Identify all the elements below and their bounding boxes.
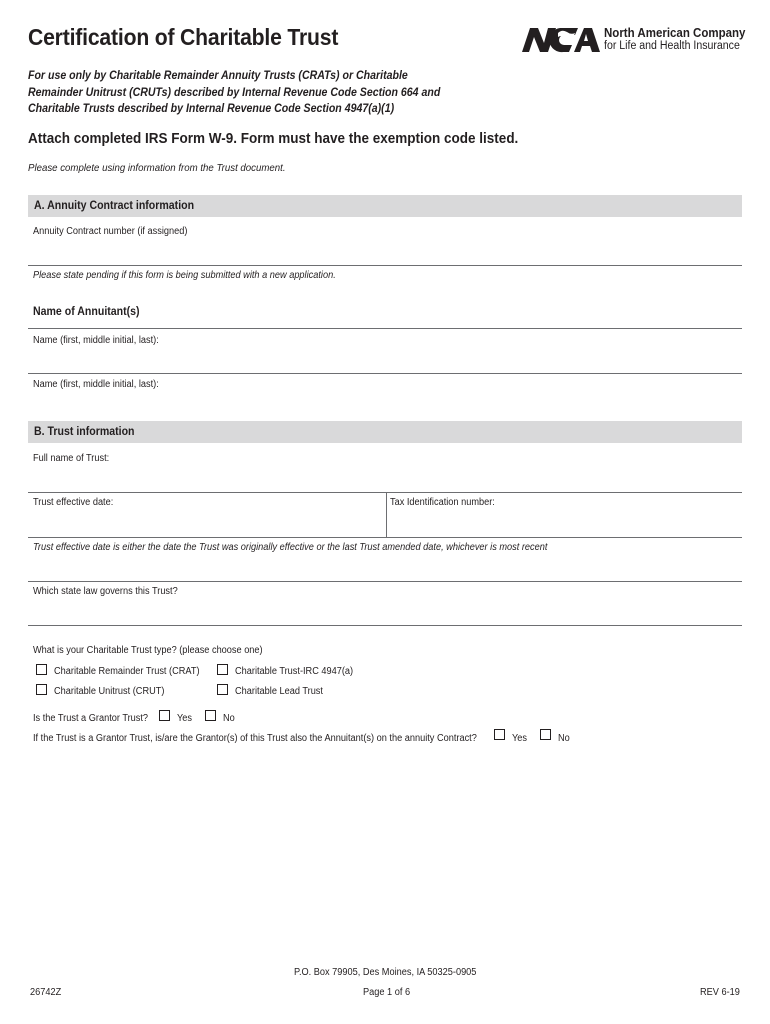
grantor-yes-label: Yes: [177, 713, 193, 724]
section-b-header: [28, 421, 742, 443]
annuitant-name-field-1[interactable]: [28, 373, 742, 374]
nac-logo-icon: [522, 27, 602, 53]
form-title: Certification of Charitable Trust: [28, 24, 339, 50]
please-complete-note: Please complete using information from the Trust document.: [28, 162, 286, 174]
state-law-field[interactable]: [28, 625, 742, 626]
section-a-header: [28, 195, 742, 217]
revision-label: REV 6-19: [700, 987, 740, 998]
crut-label: Charitable Unitrust (CRUT): [54, 686, 165, 697]
state-law-label: Which state law governs this Trust?: [33, 586, 178, 597]
lead-trust-checkbox[interactable]: [217, 684, 228, 695]
grantor-annuitant-yes-label: Yes: [512, 733, 528, 744]
crat-checkbox[interactable]: [36, 664, 47, 675]
company-logo: [522, 27, 754, 57]
annuitants-heading: Name of Annuitant(s): [33, 306, 140, 318]
field-divider: [386, 493, 387, 537]
grantor-annuitant-question: If the Trust is a Grantor Trust, is/are the Grantor(s) of this Trust also the Annuitant(s) on the annuity Contract?: [33, 733, 477, 744]
divider: [28, 328, 742, 329]
crut-checkbox[interactable]: [36, 684, 47, 695]
intro-text: For use only by Charitable Remainder Annuity Trusts (CRATs) or Charitable Remainder Unitrust (CRUTs) described by Internal Revenue Code Section 664 and Charitable Trusts described by Internal Revenue Code Section 4947(a)(1): [28, 70, 441, 115]
trust-type-question: What is your Charitable Trust type? (please choose one): [33, 645, 263, 656]
divider: [28, 581, 742, 582]
company-subtitle: for Life and Health Insurance: [604, 40, 740, 52]
grantor-no-label: No: [223, 713, 235, 724]
lead-trust-label: Charitable Lead Trust: [235, 686, 323, 697]
tax-id-label: Tax Identification number:: [390, 497, 495, 508]
page-number: Page 1 of 6: [363, 987, 411, 998]
grantor-yes-checkbox[interactable]: [159, 710, 170, 721]
contract-number-label: Annuity Contract number (if assigned): [33, 226, 188, 237]
grantor-annuitant-no-checkbox[interactable]: [540, 729, 551, 740]
crat-label: Charitable Remainder Trust (CRAT): [54, 666, 200, 677]
irc-4947-checkbox[interactable]: [217, 664, 228, 675]
pending-note: Please state pending if this form is being submitted with a new application.: [33, 270, 336, 281]
grantor-no-checkbox[interactable]: [205, 710, 216, 721]
section-a-title: A. Annuity Contract information: [34, 200, 195, 212]
annuitant-name-label-2: Name (first, middle initial, last):: [33, 379, 159, 390]
trust-name-label: Full name of Trust:: [33, 453, 110, 464]
grantor-trust-question: Is the Trust a Grantor Trust?: [33, 713, 149, 724]
section-b-title: B. Trust information: [34, 426, 135, 438]
trust-effective-date-field[interactable]: [28, 537, 742, 538]
footer-address: P.O. Box 79905, Des Moines, IA 50325-0905: [294, 967, 477, 978]
company-name: North American Company: [604, 26, 746, 40]
grantor-annuitant-no-label: No: [558, 733, 570, 744]
irc-4947-label: Charitable Trust-IRC 4947(a): [235, 666, 354, 677]
trust-name-field[interactable]: [28, 492, 742, 493]
trust-effective-date-label: Trust effective date:: [33, 497, 114, 508]
contract-number-field[interactable]: [28, 265, 742, 266]
grantor-annuitant-yes-checkbox[interactable]: [494, 729, 505, 740]
attach-notice: Attach completed IRS Form W-9. Form must have the exemption code listed.: [28, 130, 519, 147]
effective-date-note: Trust effective date is either the date the Trust was originally effective or the last Trust amended date, whichever is most recent: [33, 542, 548, 553]
form-number: 26742Z: [30, 987, 62, 998]
annuitant-name-label-1: Name (first, middle initial, last):: [33, 335, 159, 346]
